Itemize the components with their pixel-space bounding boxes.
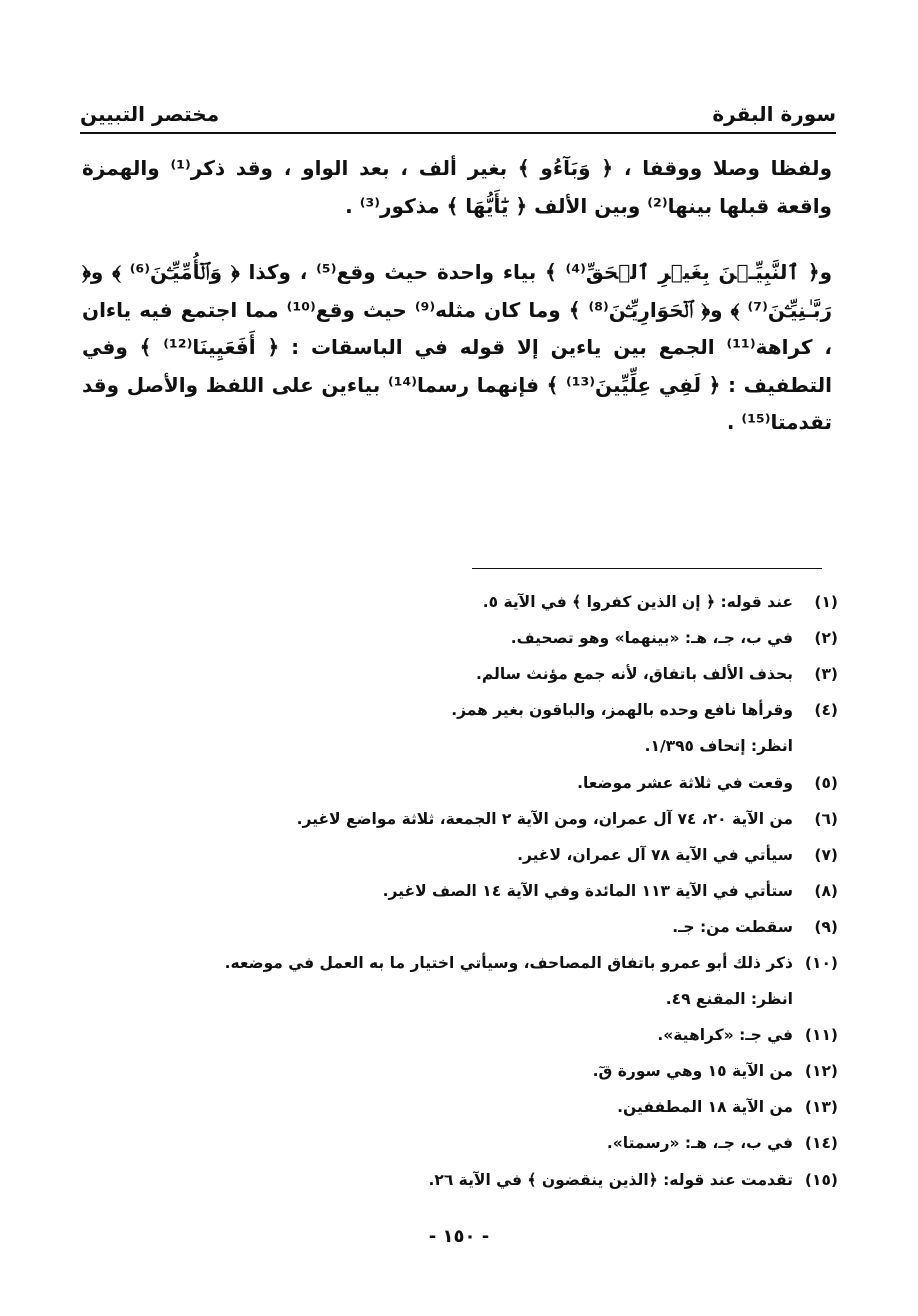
footnote-text: في ب، جـ، هـ: «رسمتا». (606, 1134, 793, 1153)
footnote-text: من الآية ٢٠، ٧٤ آل عمران، ومن الآية ٢ الجمعة، ثلاثة مواضع لاغير. (296, 809, 793, 828)
footnote-text: انظر: المقنع ٤٩. (665, 990, 793, 1009)
footnotes (90, 584, 838, 1198)
page-number: - ١٥٠ - (428, 1226, 490, 1247)
footnote-10-continued (90, 981, 838, 1017)
footnote-15 (90, 1162, 838, 1198)
footnote-text: وقرأها نافع وحده بالهمز، والباقون بغير همز. (451, 701, 793, 720)
footnote-1 (90, 584, 838, 620)
footnote-text: في ب، جـ، هـ: «بينهما» وهو تصحيف. (510, 629, 793, 648)
footnote-text: من الآية ١٥ وهي سورة قٓ. (592, 1062, 793, 1081)
footnote-text: بحذف الألف باتفاق، لأنه جمع مؤنث سالم. (475, 665, 793, 684)
footnote-number: (٧) (814, 845, 838, 864)
footnote-3 (90, 656, 838, 692)
footnote-11 (90, 1017, 838, 1053)
footnote-number: (١٣) (804, 1098, 838, 1117)
main-text (82, 150, 832, 442)
footnote-4-continued (90, 728, 838, 764)
footnote-text: سيأتي في الآية ٧٨ آل عمران، لاغير. (517, 845, 793, 864)
footnote-text: ذكر ذلك أبو عمرو باتفاق المصاحف، وسيأتي اختيار ما به العمل في موضعه. (224, 953, 793, 972)
footnote-8 (90, 873, 838, 909)
footnote-number: (٣) (814, 665, 838, 684)
footnote-number: (٤) (814, 701, 838, 720)
footnote-number: (٩) (814, 917, 838, 936)
footnote-10 (90, 945, 838, 981)
footnote-number: (١١) (804, 1026, 838, 1045)
footnote-4 (90, 692, 838, 728)
footnote-text: سقطت من: جـ. (672, 917, 793, 936)
surah-title: سورة البقرة (712, 102, 836, 126)
footnote-number: (٦) (814, 809, 838, 828)
footnote-5 (90, 764, 838, 800)
footnote-text: في جـ: «كراهية». (657, 1026, 793, 1045)
footnote-text: انظر: إتحاف ١/٣٩٥. (644, 737, 793, 756)
footnote-text: ستأتي في الآية ١١٣ المائدة وفي الآية ١٤ الصف لاغير. (382, 881, 793, 900)
footnote-14 (90, 1125, 838, 1161)
footnote-number: (٨) (814, 881, 838, 900)
footnote-number: (١٠) (804, 953, 838, 972)
footnote-2 (90, 620, 838, 656)
footnote-number: (١٢) (804, 1062, 838, 1081)
paragraph: ولفظا وصلا ووقفا ، ﴿ وَبَآءُو ﴾ بغير ألف ، بعد الواو ، وقد ذكر⁽¹⁾ والهمزة واقعة قبلها بينها⁽²⁾ وبين الألف ﴿ يَٰٓأَيُّهَا ﴾ مذكور⁽³⁾ . (82, 156, 833, 218)
running-header (80, 92, 836, 134)
footnote-7 (90, 837, 838, 873)
footnote-12 (90, 1053, 838, 1089)
book-title: مختصر التبيين (80, 102, 220, 126)
footnote-number: (١٥) (804, 1170, 838, 1189)
footnote-number: (٢) (814, 629, 838, 648)
footnote-number: (١) (814, 593, 838, 612)
footnote-number: (١٤) (804, 1134, 838, 1153)
footnote-text: وقعت في ثلاثة عشر موضعا. (577, 773, 793, 792)
footnote-9 (90, 909, 838, 945)
footnote-text: عند قوله: ﴿ إن الذين كفروا ﴾ في الآية ٥. (482, 593, 793, 612)
footnote-number: (٥) (814, 773, 838, 792)
paragraph: و﴿ ٱلنَّبِيِّـۧنَ بِغَيۡرِ ٱلۡحَقِّ⁽⁴⁾ ﴾ بياء واحدة حيث وقع⁽⁵⁾ ، وكذا ﴿ وَٱلۡأُمِّيِّـۧنَ⁽⁶⁾ ﴾ و﴿ رَبَّـٰنِيِّـۧنَ⁽⁷⁾ ﴾ و﴿ ٱلۡحَوَارِيِّـۧنَ⁽⁸⁾ ﴾ وما كان مثله⁽⁹⁾ حيث وقع⁽¹⁰⁾ مما اجتمع فيه ياءان ، كراهة⁽¹¹⁾ الجمع بين ياءين إلا قوله في الباسقات : ﴿ أَفَعَيِينَا⁽¹²⁾ ﴾ وفي التطفيف : ﴿ لَفِي عِلِّيِّينَ⁽¹³⁾ ﴾ فإنهما رسما⁽¹⁴⁾ بياءين على اللفظ والأصل وقد تقدمتا⁽¹⁵⁾ . (82, 260, 833, 434)
footnote-separator (472, 568, 822, 569)
footnote-6 (90, 801, 838, 837)
footnote-text: من الآية ١٨ المطففين. (617, 1098, 793, 1117)
footnote-13 (90, 1089, 838, 1125)
footnote-text: تقدمت عند قوله: ﴿الذين ينقضون ﴾ في الآية ٢٦. (428, 1170, 793, 1189)
